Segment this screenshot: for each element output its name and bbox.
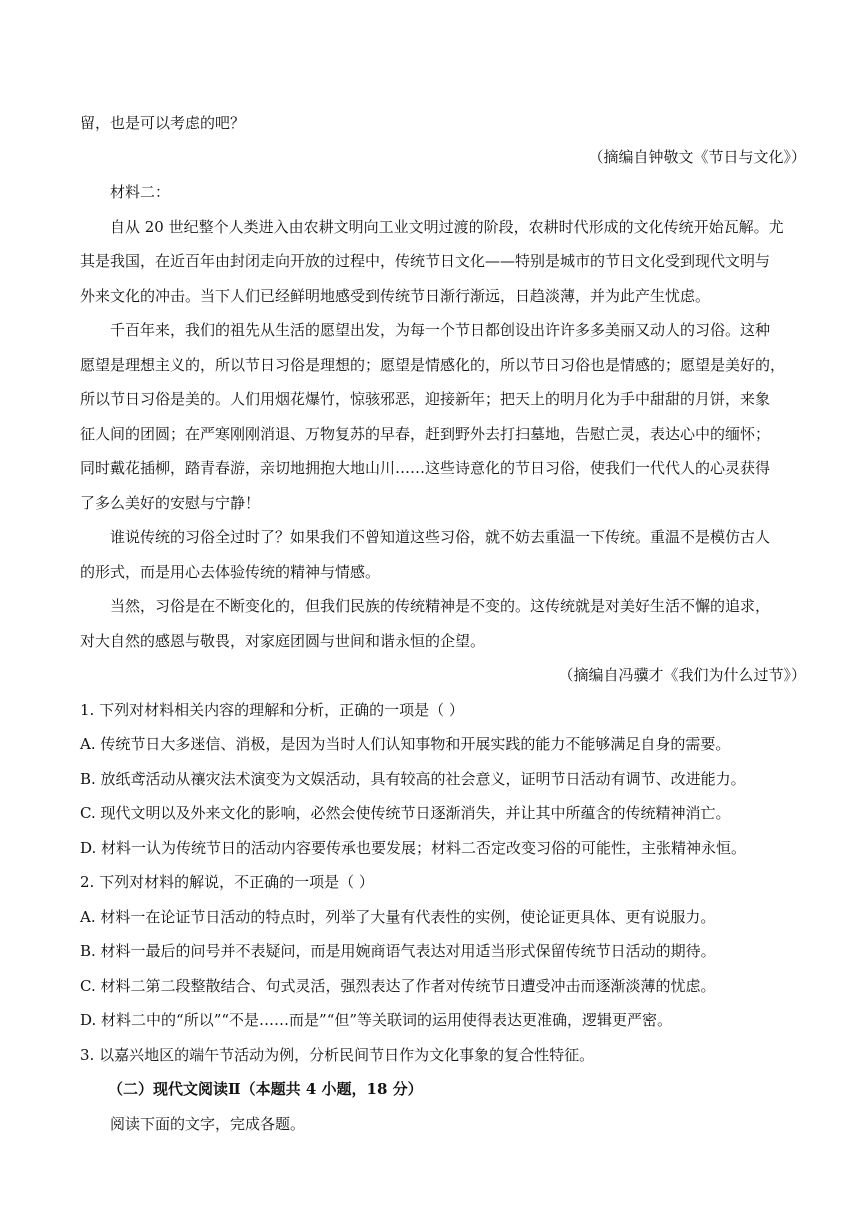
question-stem: 1. 下列对材料相关内容的理解和分析，正确的一项是（ ） <box>80 701 464 719</box>
section-instruction: 阅读下面的文字，完成各题。 <box>110 1115 306 1133</box>
source-citation-1: （摘编自钟敬文《节日与文化》） <box>588 148 806 166</box>
question-option: D. 材料一认为传统节日的活动内容要传承也要发展；材料二否定改变习俗的可能性，主张精神永恒。 <box>80 839 747 857</box>
material-2-heading: 材料二： <box>110 183 171 201</box>
passage-fragment: 留，也是可以考虑的吧？ <box>80 114 246 132</box>
paragraph-line: 的形式，而是用心去体验传统的精神与情感。 <box>80 563 381 581</box>
paragraph-line: 谁说传统的习俗全过时了？如果我们不曾知道这些习俗，就不妨去重温一下传统。重温不是模仿古人 <box>110 528 771 546</box>
question-option: D. 材料二中的“所以”“不是……而是”“但”等关联词的运用使得表达更准确，逻辑更严密。 <box>80 1011 673 1029</box>
question-option: C. 材料二第二段整散结合、句式灵活，强烈表达了作者对传统节日遭受冲击而逐渐淡薄的忧虑。 <box>80 977 716 995</box>
section-heading: （二）现代文阅读Ⅱ（本题共 4 小题，18 分） <box>108 1080 423 1098</box>
question-stem: 3. 以嘉兴地区的端午节活动为例，分析民间节日作为文化事象的复合性特征。 <box>80 1046 595 1064</box>
paragraph-line: 愿望是理想主义的，所以节日习俗是理想的；愿望是情感化的，所以节日习俗也是情感的；愿望是美好的， <box>80 356 786 374</box>
paragraph-line: 所以节日习俗是美的。人们用烟花爆竹，惊骇邪恶，迎接新年；把天上的明月化为手中甜甜的月饼，来象 <box>80 390 771 408</box>
question-stem: 2. 下列对材料的解说，不正确的一项是（ ） <box>80 873 374 891</box>
paragraph-line: 自从 20 世纪整个人类进入由农耕文明向工业文明过渡的阶段，农耕时代形成的文化传统开始瓦解。尤 <box>110 218 784 236</box>
question-option: B. 放纸鸢活动从禳灾法术演变为文娱活动，具有较高的社会意义，证明节日活动有调节、改进能力。 <box>80 770 746 788</box>
paragraph-line: 当然，习俗是在不断变化的，但我们民族的传统精神是不变的。这传统就是对美好生活不懈的追求， <box>110 597 771 615</box>
paragraph-line: 同时戴花插柳，踏青春游，亲切地拥抱大地山川……这些诗意化的节日习俗，使我们一代代人的心灵获得 <box>80 459 771 477</box>
paragraph-line: 其是我国，在近百年由封闭走向开放的过程中，传统节日文化——特别是城市的节日文化受到现代文明与 <box>80 252 771 270</box>
paragraph-line: 征人间的团圆；在严寒刚刚消退、万物复苏的早春，赶到野外去打扫墓地，告慰亡灵，表达心中的缅怀； <box>80 425 771 443</box>
question-option: C. 现代文明以及外来文化的影响，必然会使传统节日逐渐消失，并让其中所蕴含的传统精神消亡。 <box>80 804 731 822</box>
paragraph-line: 千百年来，我们的祖先从生活的愿望出发，为每一个节日都创设出许许多多美丽又动人的习俗。这种 <box>110 321 771 339</box>
question-option: A. 材料一在论证节日活动的特点时，列举了大量有代表性的实例，使论证更具体、更有说服力。 <box>80 908 716 926</box>
paragraph-line: 对大自然的感恩与敬畏，对家庭团圆与世间和谐永恒的企望。 <box>80 632 486 650</box>
question-option: A. 传统节日大多迷信、消极，是因为当时人们认知事物和开展实践的能力不能够满足自身的需要。 <box>80 735 731 753</box>
source-citation-2: （摘编自冯骥才《我们为什么过节》） <box>558 666 806 684</box>
paragraph-line: 外来文化的冲击。当下人们已经鲜明地感受到传统节日渐行渐远，日趋淡薄，并为此产生忧虑。 <box>80 287 711 305</box>
paragraph-line: 了多么美好的安慰与宁静！ <box>80 494 261 512</box>
question-option: B. 材料一最后的问号并不表疑问，而是用婉商语气表达对用适当形式保留传统节日活动的期待。 <box>80 942 716 960</box>
